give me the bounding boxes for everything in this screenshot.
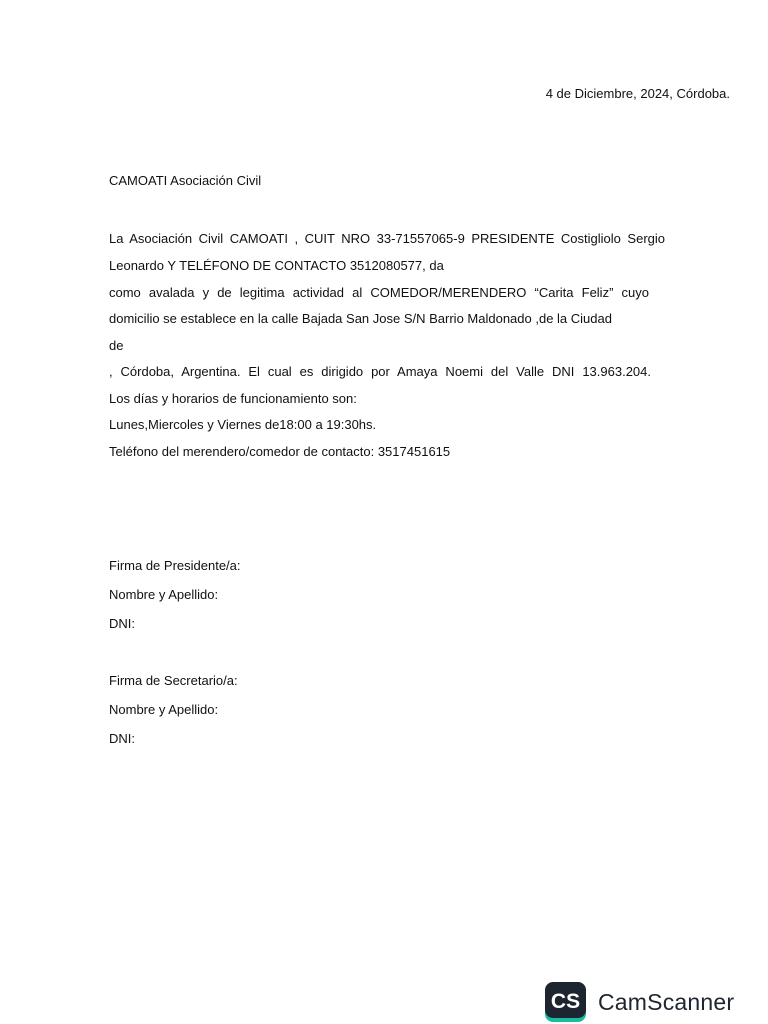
camscanner-logo-icon	[545, 982, 586, 1022]
secretary-dni-label: DNI:	[109, 731, 135, 746]
camscanner-logo-text: CS	[550, 990, 581, 1013]
letter-date-place: 4 de Diciembre, 2024, Córdoba.	[545, 86, 730, 101]
president-signature-label: Firma de Presidente/a:	[109, 558, 241, 573]
body-line: de	[109, 338, 124, 353]
body-line: Lunes,Miercoles y Viernes de18:00 a 19:30hs.	[109, 417, 377, 432]
secretary-name-label: Nombre y Apellido:	[109, 702, 219, 717]
letter-recipient: CAMOATI Asociación Civil	[109, 173, 262, 188]
president-dni-label: DNI:	[109, 616, 135, 631]
secretary-signature-label: Firma de Secretario/a:	[109, 673, 238, 688]
camscanner-app-name: CamScanner	[598, 988, 735, 1015]
body-line: La Asociación Civil CAMOATI , CUIT NRO 33-71557065-9 PRESIDENTE Costigliolo Sergio	[109, 231, 665, 246]
president-name-label: Nombre y Apellido:	[109, 587, 219, 602]
body-line: , Córdoba, Argentina. El cual es dirigido por Amaya Noemi del Valle DNI 13.963.204.	[109, 364, 651, 379]
body-line: Los días y horarios de funcionamiento son:	[109, 391, 357, 406]
body-line: Teléfono del merendero/comedor de contacto: 3517451615	[109, 444, 451, 459]
body-line: Leonardo Y TELÉFONO DE CONTACTO 3512080577, da	[109, 258, 444, 273]
body-line: como avalada y de legitima actividad al COMEDOR/MERENDERO “Carita Feliz” cuyo	[109, 285, 649, 300]
body-line: domicilio se establece en la calle Bajada San Jose S/N Barrio Maldonado ,de la Ciudad	[109, 311, 612, 326]
camscanner-watermark	[545, 982, 734, 1022]
